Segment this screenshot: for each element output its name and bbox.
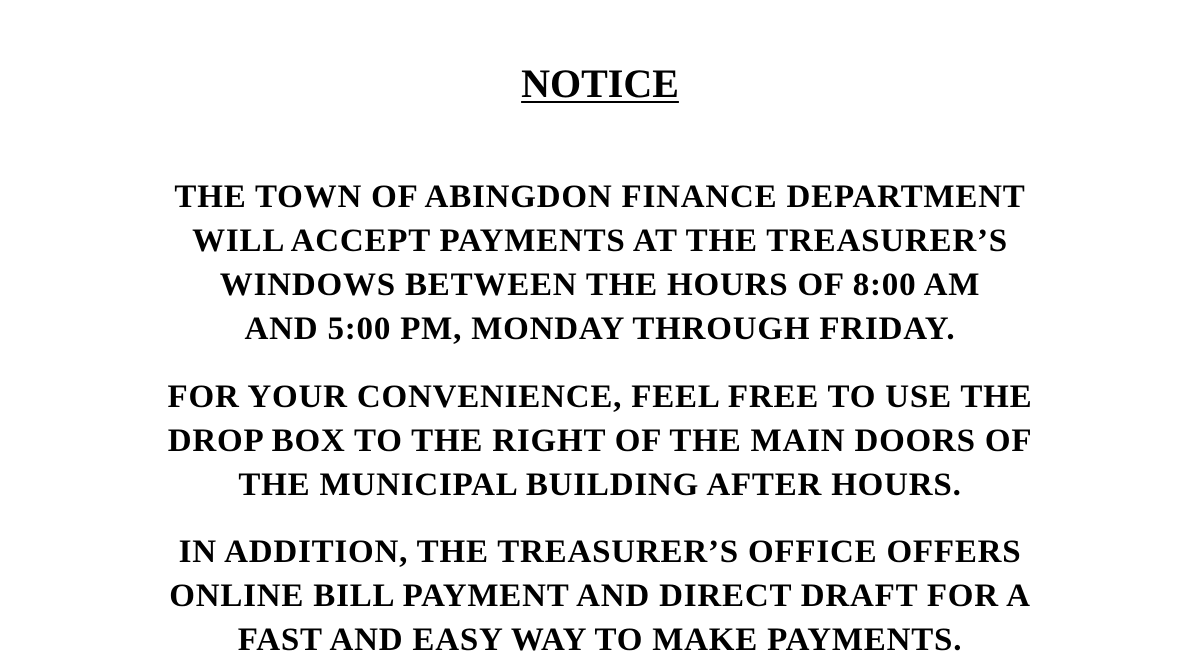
paragraph-line: FOR YOUR CONVENIENCE, FEEL FREE TO USE THE (167, 379, 1033, 415)
paragraph-line: ONLINE BILL PAYMENT AND DIRECT DRAFT FOR A (169, 578, 1031, 614)
paragraph-line: WINDOWS BETWEEN THE HOURS OF 8:00 AM (219, 267, 981, 303)
online-payment-paragraph (0, 530, 1200, 662)
notice-title: NOTICE (521, 61, 679, 106)
hours-paragraph (0, 175, 1200, 351)
paragraph-line: AND 5:00 PM, MONDAY THROUGH FRIDAY. (244, 311, 956, 347)
paragraph-line: WILL ACCEPT PAYMENTS AT THE TREASURER’S (192, 223, 1008, 259)
paragraph-line: THE MUNICIPAL BUILDING AFTER HOURS. (238, 467, 962, 503)
paragraph-line: THE TOWN OF ABINGDON FINANCE DEPARTMENT (174, 179, 1026, 215)
paragraph-line: DROP BOX TO THE RIGHT OF THE MAIN DOORS OF (167, 423, 1033, 459)
paragraph-line: IN ADDITION, THE TREASURER’S OFFICE OFFERS (178, 534, 1022, 570)
paragraph-line: FAST AND EASY WAY TO MAKE PAYMENTS. (237, 622, 963, 658)
drop-box-paragraph (0, 375, 1200, 507)
